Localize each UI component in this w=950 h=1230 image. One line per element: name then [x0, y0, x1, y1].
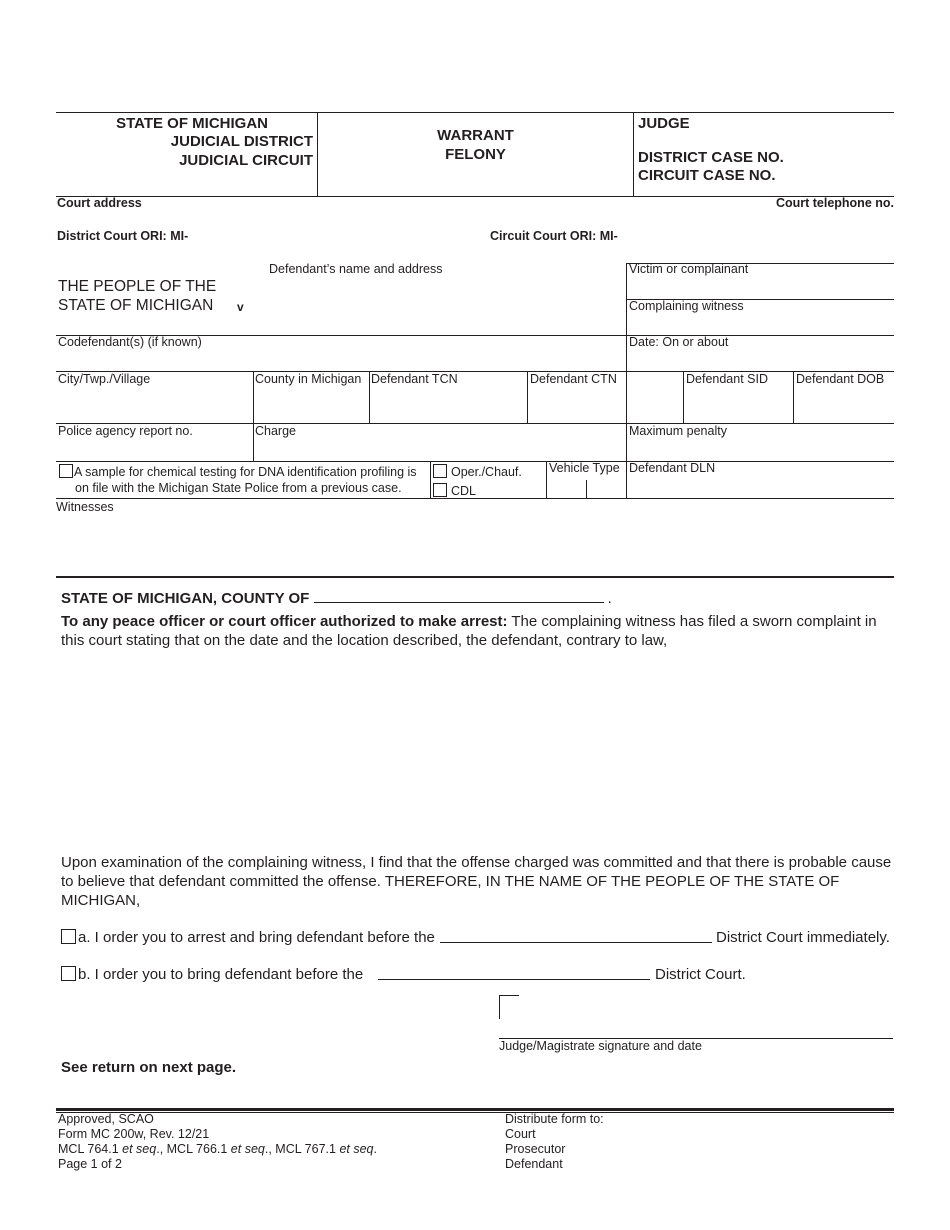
witnesses-label[interactable]: Witnesses — [56, 500, 114, 514]
county-label[interactable]: County in Michigan — [255, 372, 362, 386]
order-b-suffix: District Court. — [655, 966, 746, 983]
footer-page: Page 1 of 2 — [58, 1157, 122, 1171]
max-penalty-label[interactable]: Maximum penalty — [629, 424, 727, 438]
sid-label[interactable]: Defendant SID — [686, 372, 768, 386]
distribute-label: Distribute form to: — [505, 1112, 604, 1126]
court-telephone-label: Court telephone no. — [775, 196, 894, 210]
dln-label[interactable]: Defendant DLN — [629, 461, 716, 475]
court-address-label: Court address — [57, 196, 142, 210]
dna-text-line1: A sample for chemical testing for DNA identification profiling is — [74, 465, 417, 479]
charge-label[interactable]: Charge — [255, 424, 296, 438]
order-a-text: a. I order you to arrest and bring defendant before the — [78, 929, 435, 946]
order-a-checkbox[interactable] — [61, 929, 76, 944]
dob-label[interactable]: Defendant DOB — [796, 372, 885, 386]
victim-label[interactable]: Victim or complainant — [629, 262, 749, 276]
header-district: JUDICIAL DISTRICT — [170, 133, 313, 150]
judge-label: JUDGE — [638, 115, 690, 132]
people-line2: STATE OF MICHIGAN — [58, 297, 214, 314]
district-ori-label[interactable]: District Court ORI: MI- — [57, 229, 189, 243]
footer-mcl: MCL 764.1 et seq., MCL 766.1 et seq., MCL 767.1 et seq. — [58, 1142, 377, 1156]
officer-paragraph: To any peace officer or court officer authorized to make arrest: The complaining witness has filed a sworn complaint in this court stating that on the date and the location described, the defendant, contrary to law, — [61, 613, 877, 649]
circuit-case-label[interactable]: CIRCUIT CASE NO. — [638, 167, 776, 184]
circuit-ori-label[interactable]: Circuit Court ORI: MI- — [490, 229, 618, 243]
cdl-checkbox[interactable] — [433, 483, 447, 497]
oper-chauf-checkbox[interactable] — [433, 464, 447, 478]
header-state: STATE OF MICHIGAN — [116, 115, 268, 132]
tcn-label[interactable]: Defendant TCN — [371, 372, 458, 386]
offense-date-label[interactable]: Date: On or about — [629, 335, 729, 349]
form-title-warrant: WARRANT — [437, 127, 514, 144]
county-heading: STATE OF MICHIGAN, COUNTY OF . — [61, 590, 612, 607]
footer-form-number: Form MC 200w, Rev. 12/21 — [58, 1127, 210, 1141]
footer-approved: Approved, SCAO — [58, 1112, 154, 1126]
county-input[interactable] — [314, 602, 604, 603]
oper-chauf-label: Oper./Chauf. — [451, 465, 522, 479]
police-report-label[interactable]: Police agency report no. — [58, 424, 193, 438]
signature-label: Judge/Magistrate signature and date — [499, 1039, 702, 1053]
vehicle-type-label[interactable]: Vehicle Type — [549, 461, 620, 475]
city-label[interactable]: City/Twp./Village — [58, 372, 151, 386]
examination-paragraph: Upon examination of the complaining witness, I find that the offense charged was committed and that there is probable cause to believe that defendant committed the offense. THEREFORE, IN THE NAME OF THE PEOPLE OF THE STATE OF MICHIGAN, — [61, 854, 892, 909]
dna-text-line2: on file with the Michigan State Police from a previous case. — [75, 481, 402, 495]
versus-mark: v — [237, 300, 244, 314]
distribute-defendant: Defendant — [505, 1157, 563, 1171]
dna-checkbox[interactable] — [59, 464, 73, 478]
header-circuit: JUDICIAL CIRCUIT — [179, 152, 313, 169]
district-case-label[interactable]: DISTRICT CASE NO. — [638, 149, 784, 166]
complaining-witness-label[interactable]: Complaining witness — [629, 299, 744, 313]
people-line1: THE PEOPLE OF THE — [58, 278, 217, 295]
distribute-prosecutor: Prosecutor — [505, 1142, 566, 1156]
ctn-label[interactable]: Defendant CTN — [530, 372, 617, 386]
order-b-checkbox[interactable] — [61, 966, 76, 981]
order-b-text: b. I order you to bring defendant before the — [78, 966, 364, 983]
order-b-court-input[interactable] — [378, 979, 650, 980]
see-return-note: See return on next page. — [61, 1059, 237, 1076]
codefendant-label[interactable]: Codefendant(s) (if known) — [58, 335, 202, 349]
form-title-felony: FELONY — [445, 146, 506, 163]
cdl-label: CDL — [451, 484, 477, 498]
distribute-court: Court — [505, 1127, 536, 1141]
order-a-suffix: District Court immediately. — [716, 929, 890, 946]
defendant-name-label[interactable]: Defendant’s name and address — [269, 262, 443, 276]
order-a-court-input[interactable] — [440, 942, 712, 943]
